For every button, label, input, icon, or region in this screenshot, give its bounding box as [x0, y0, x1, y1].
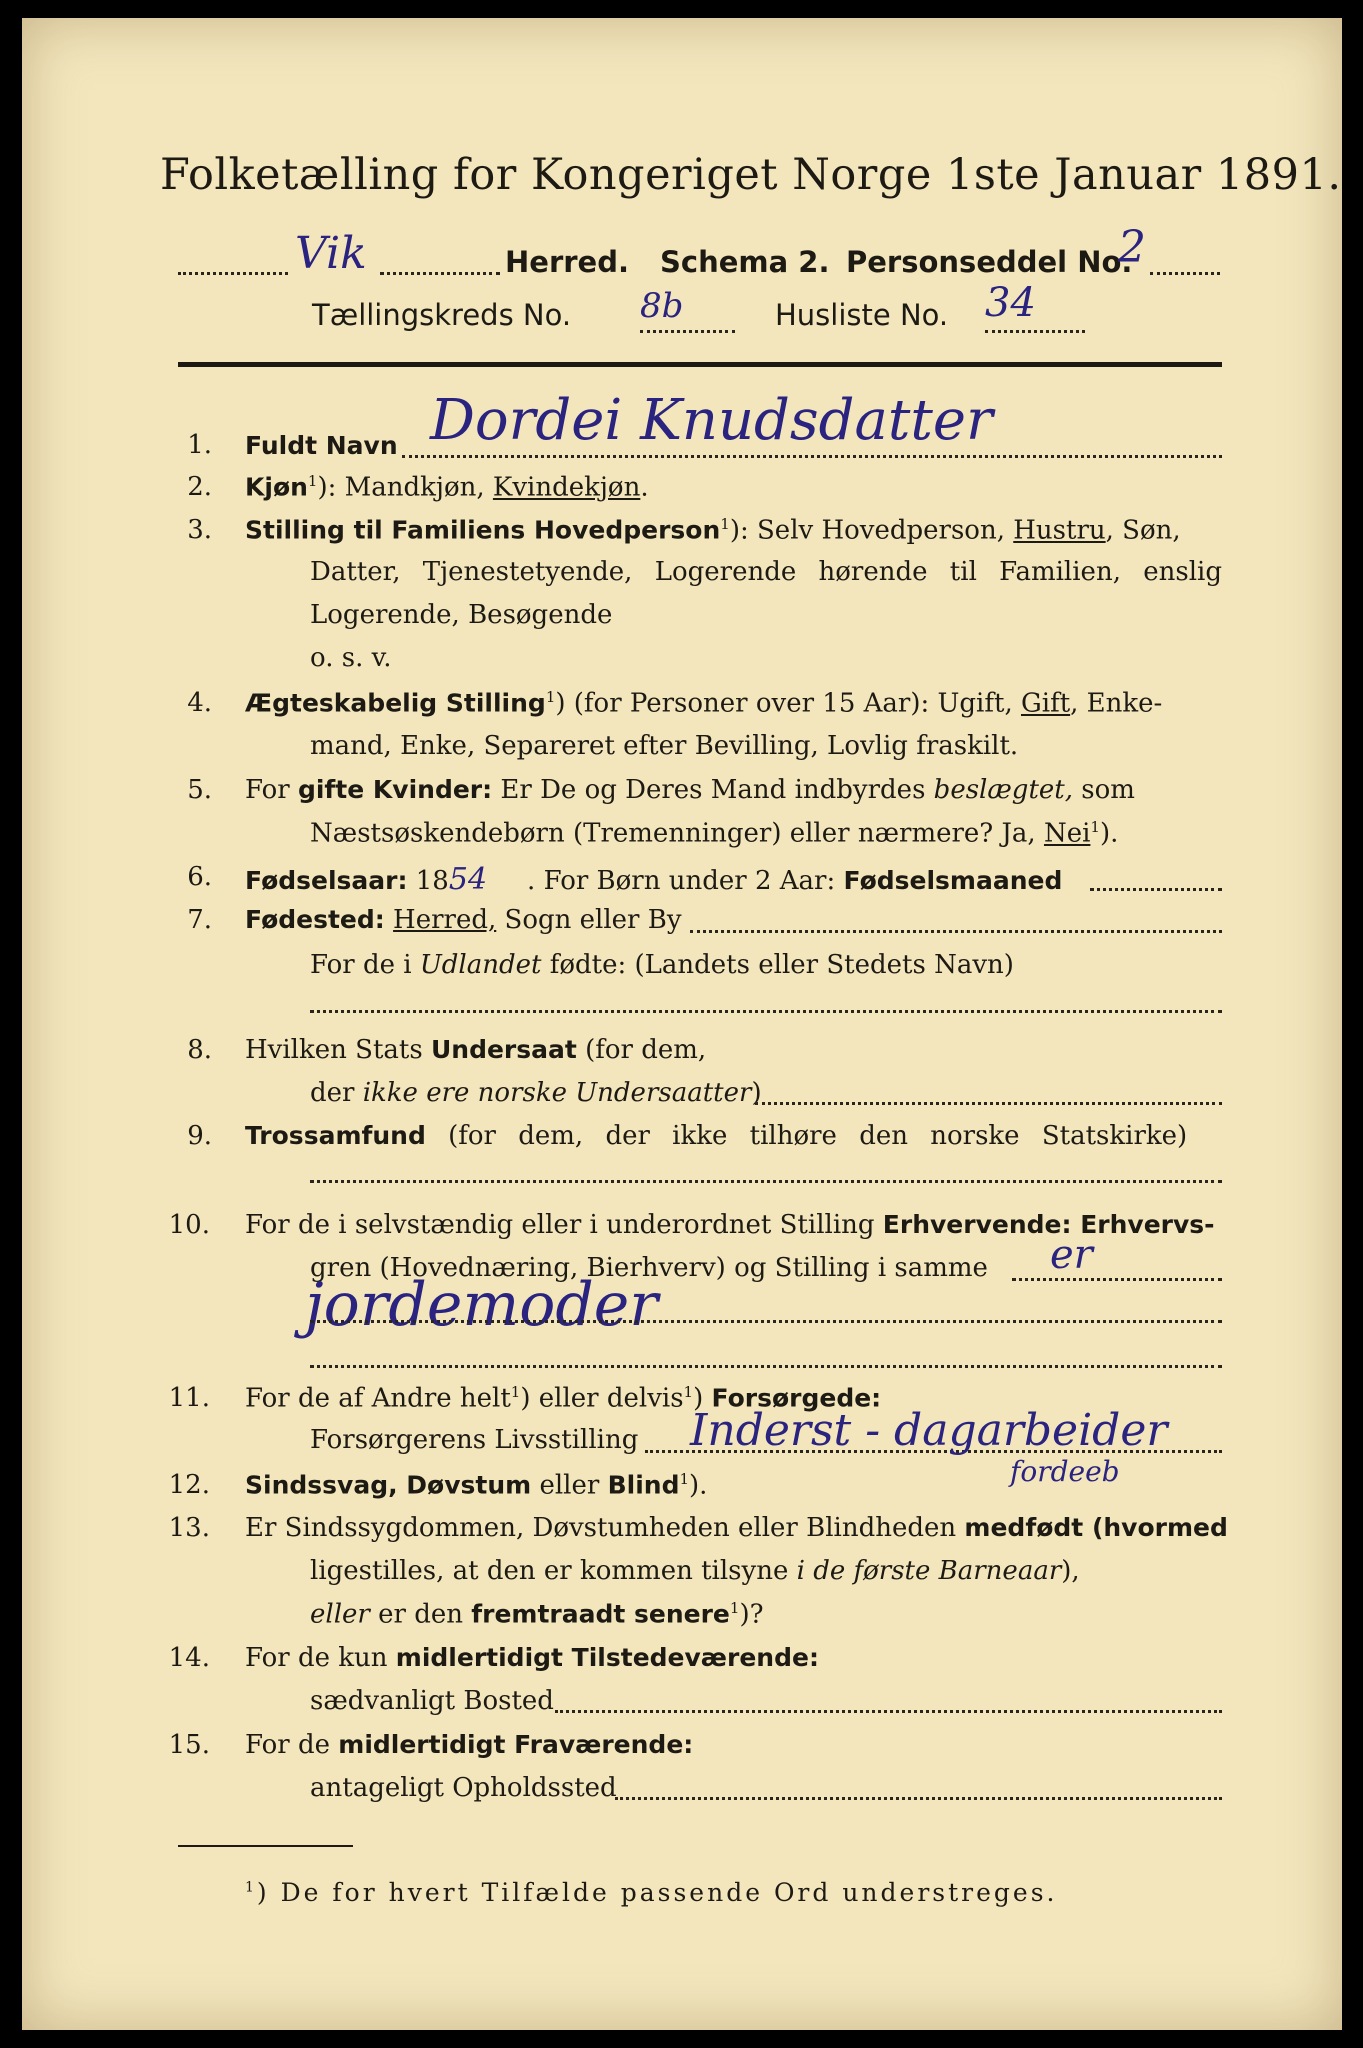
q10-dots	[1012, 1278, 1222, 1281]
form-title: Folketælling for Kongeriget Norge 1ste Januar 1891.	[160, 150, 1342, 200]
q8-num: 8.	[187, 1035, 212, 1065]
q11-line1: For de af Andre helt$^1$) eller delvis$^1$) Forsørgede:	[245, 1383, 882, 1414]
q8-dots	[755, 1102, 1222, 1105]
q2-text-u: Kvindekjøn	[492, 472, 641, 503]
q10-line1-a: For de i selvstændig eller i underordnet Stilling	[245, 1210, 883, 1240]
q3-line2: Datter, Tjenestetyende, Logerende hørende til Familien, enslig	[310, 557, 1222, 587]
q10-label: Erhvervende:	[882, 1210, 1072, 1239]
q13-line2-b: ),	[1061, 1556, 1080, 1586]
q1-dots	[402, 455, 1222, 458]
q5-line1-c: som	[1073, 775, 1135, 805]
q10-dots-3	[310, 1365, 1222, 1368]
q4-line1-u: Gift	[1020, 688, 1071, 719]
q14-line1	[245, 1643, 819, 1673]
q3-line1-b: , Søn,	[1105, 515, 1181, 546]
q4-sup: 1	[545, 688, 556, 706]
q12-label2: Blind	[607, 1470, 680, 1500]
footnote-text: ) De for hvert Tilfælde passende Ord understreges.	[256, 1878, 1058, 1907]
q2-text-a: ): Mandkjøn,	[317, 472, 493, 503]
q4-line1	[245, 688, 1162, 719]
q13-line1-b: (hvormed	[1083, 1513, 1228, 1542]
q9-text-b: (for dem, der ikke tilhøre den norske Statskirke)	[425, 1121, 1188, 1151]
q5-line2-u: Nei	[1043, 818, 1091, 849]
q3-line4: o. s. v.	[310, 643, 392, 673]
q11-line1-b: ) eller delvis	[520, 1383, 684, 1414]
herred-value: Vik	[295, 228, 367, 279]
q5-line1-b: Er De og Deres Mand indbyrdes	[492, 775, 934, 805]
q14-label: midlertidigt Tilstedeværende:	[395, 1643, 819, 1672]
q13-label3: fremtraadt senere	[471, 1599, 730, 1629]
q9-label: Trossamfund	[245, 1121, 426, 1150]
header-rule	[178, 362, 1222, 367]
q13-line3-it: eller	[310, 1599, 370, 1630]
q10-value1: er	[1050, 1232, 1093, 1278]
q11-num: 11.	[168, 1383, 210, 1413]
q4-line1-a: ) (for Personer over 15 Aar): Ugift,	[555, 688, 1021, 719]
q9-line	[245, 1121, 1187, 1151]
q3-line1	[245, 515, 1223, 546]
q13-line2-it: i de første Barneaar	[796, 1556, 1062, 1586]
q10-value2: jordemoder	[305, 1270, 658, 1340]
q8-line2-a: der	[310, 1078, 363, 1108]
q11-line1-c: )	[693, 1383, 712, 1414]
personseddel-value: 2	[1118, 222, 1146, 273]
q13-line1	[245, 1513, 1228, 1543]
q12-text-c: ).	[689, 1470, 708, 1501]
q15-line1	[245, 1730, 693, 1760]
q6-dots	[1090, 888, 1222, 891]
q5-num: 5.	[187, 775, 212, 805]
herred-dots	[178, 272, 288, 275]
q15-text-a: For de	[245, 1730, 339, 1760]
q2-num: 2.	[187, 472, 212, 502]
husliste-label: Husliste No.	[775, 298, 949, 332]
q14-num: 14.	[168, 1643, 210, 1673]
q7-dots-2	[310, 1010, 1222, 1013]
q6-label2: Fødselsmaaned	[843, 866, 1063, 895]
q8-line1-a: Hvilken Stats	[245, 1035, 431, 1065]
q3-line3: Logerende, Besøgende	[310, 600, 613, 630]
q13-line3: eller er den fremtraadt senere$^1$)?	[310, 1599, 764, 1630]
q6-line	[245, 862, 1062, 897]
q7-text-u: Herred,	[393, 905, 497, 935]
q4-label: Ægteskabelig Stilling	[245, 688, 546, 718]
q7-label: Fødested:	[245, 905, 385, 934]
husliste-value: 34	[985, 280, 1036, 326]
q5-line1	[245, 775, 1135, 805]
q14-text-a: For de kun	[245, 1643, 396, 1673]
q6-label: Fødselsaar:	[245, 866, 408, 895]
q7-line2	[310, 950, 1014, 980]
q4-line1-b: , Enke-	[1070, 688, 1163, 719]
q13-num: 13.	[168, 1513, 210, 1543]
q13-line3-b: )?	[739, 1599, 764, 1630]
q8-line1	[245, 1035, 706, 1065]
q6-num: 6.	[187, 862, 212, 892]
q13-line2	[310, 1556, 1080, 1586]
q13-line1-a: Er Sindssygdommen, Døvstumheden eller Blindheden	[245, 1513, 965, 1543]
q10-label-b: Erhvervs-	[1071, 1210, 1215, 1239]
q13-line3-a: er den	[369, 1599, 472, 1630]
q2-sup: 1	[307, 472, 318, 490]
q12-num: 12.	[168, 1470, 210, 1500]
q5-line2: Næstsøskendebørn (Tremenninger) eller nærmere? Ja, Nei$^1$).	[310, 818, 1119, 849]
q10-line2: gren (Hovednæring, Bierhverv) og Stilling i samme	[310, 1253, 988, 1283]
q12-line: Sindssvag, Døvstum eller Blind$^1$).	[245, 1470, 708, 1501]
q7-dots	[690, 930, 1222, 933]
q10-num: 10.	[168, 1210, 210, 1240]
footnote	[245, 1878, 1057, 1907]
q5-line2-b: ).	[1099, 818, 1119, 849]
q5-line2-a: Næstsøskendebørn (Tremenninger) eller nærmere? Ja,	[310, 818, 1044, 849]
q7-line2-a: For de i	[310, 950, 420, 980]
herred-label: Herred.	[505, 245, 629, 279]
personseddel-dots	[1150, 272, 1220, 275]
q2-text-b: .	[640, 472, 649, 503]
herred-dots-2	[380, 272, 500, 275]
q7-line2-it: Udlandet	[419, 950, 542, 980]
q2-label: Kjøn	[245, 472, 308, 502]
q6-prefix: 18	[407, 866, 449, 896]
q10-dots-2	[310, 1320, 1222, 1323]
q1-label: Fuldt Navn	[245, 431, 398, 460]
q9-dots	[310, 1180, 1222, 1183]
kreds-label: Tællingskreds No.	[312, 298, 572, 332]
q3-num: 3.	[187, 515, 212, 545]
q7-text-b: Sogn eller By	[496, 905, 682, 935]
q3-sup: 1	[720, 515, 730, 533]
q2-line	[245, 472, 649, 503]
q7-line1	[245, 905, 682, 935]
q14-line2: sædvanligt Bosted	[310, 1686, 554, 1716]
kreds-dots	[640, 330, 735, 333]
q15-line2: antageligt Opholdssted	[310, 1773, 617, 1803]
q8-line2	[310, 1078, 762, 1108]
q13-line2-a: ligestilles, at den er kommen tilsyne	[310, 1556, 797, 1586]
schema-label: Schema 2.	[660, 245, 830, 279]
q11-value: Inderst - dagarbeider	[690, 1405, 1168, 1456]
q12-text-b: eller	[531, 1470, 608, 1501]
q13-label: medfødt	[964, 1513, 1084, 1542]
q3-label: Stilling til Familiens Hovedperson	[245, 515, 721, 545]
q1-value: Dordei Knudsdatter	[430, 388, 993, 453]
q5-line1-it: beslægtet,	[933, 775, 1073, 805]
q11-line1-a: For de af Andre helt	[245, 1383, 511, 1414]
q12-label: Sindssvag, Døvstum	[245, 1470, 532, 1500]
q8-line1-b: (for dem,	[576, 1035, 707, 1065]
q3-line1-u: Hustru	[1013, 515, 1106, 546]
q7-text-a	[385, 905, 393, 935]
footnote-rule	[178, 1845, 353, 1847]
personseddel-label: Personseddel No.	[846, 245, 1133, 279]
q7-num: 7.	[187, 905, 212, 935]
q8-line2-b: )	[751, 1078, 762, 1108]
q15-num: 15.	[168, 1730, 210, 1760]
husliste-dots	[985, 330, 1085, 333]
q3-line1-a: ): Selv Hovedperson,	[729, 515, 1014, 546]
q15-dots	[615, 1797, 1222, 1800]
q5-text-a: For	[245, 775, 298, 805]
q6-value: 54	[448, 862, 488, 897]
q5-label: gifte Kvinder:	[297, 775, 493, 804]
q14-dots	[555, 1710, 1222, 1713]
q4-line2: mand, Enke, Separeret efter Bevilling, Lovlig fraskilt.	[310, 731, 1019, 761]
q11-label: Forsørgede:	[711, 1383, 882, 1413]
q8-line2-it: ikke ere norske Undersaatter	[362, 1078, 752, 1108]
q9-num: 9.	[187, 1121, 212, 1151]
q12-value: fordeeb	[1010, 1455, 1120, 1488]
kreds-value: 8b	[640, 286, 684, 326]
q4-num: 4.	[187, 688, 212, 718]
q6-text-b: . For Børn under 2 Aar:	[527, 866, 844, 896]
q15-label: midlertidigt Fraværende:	[338, 1730, 694, 1759]
q7-line2-b: fødte: (Landets eller Stedets Navn)	[541, 950, 1014, 980]
q11-line2: Forsørgerens Livsstilling	[310, 1425, 639, 1455]
footnote-sup: 1	[245, 1879, 257, 1896]
q8-label: Undersaat	[430, 1035, 577, 1064]
q1-num: 1.	[187, 430, 212, 460]
